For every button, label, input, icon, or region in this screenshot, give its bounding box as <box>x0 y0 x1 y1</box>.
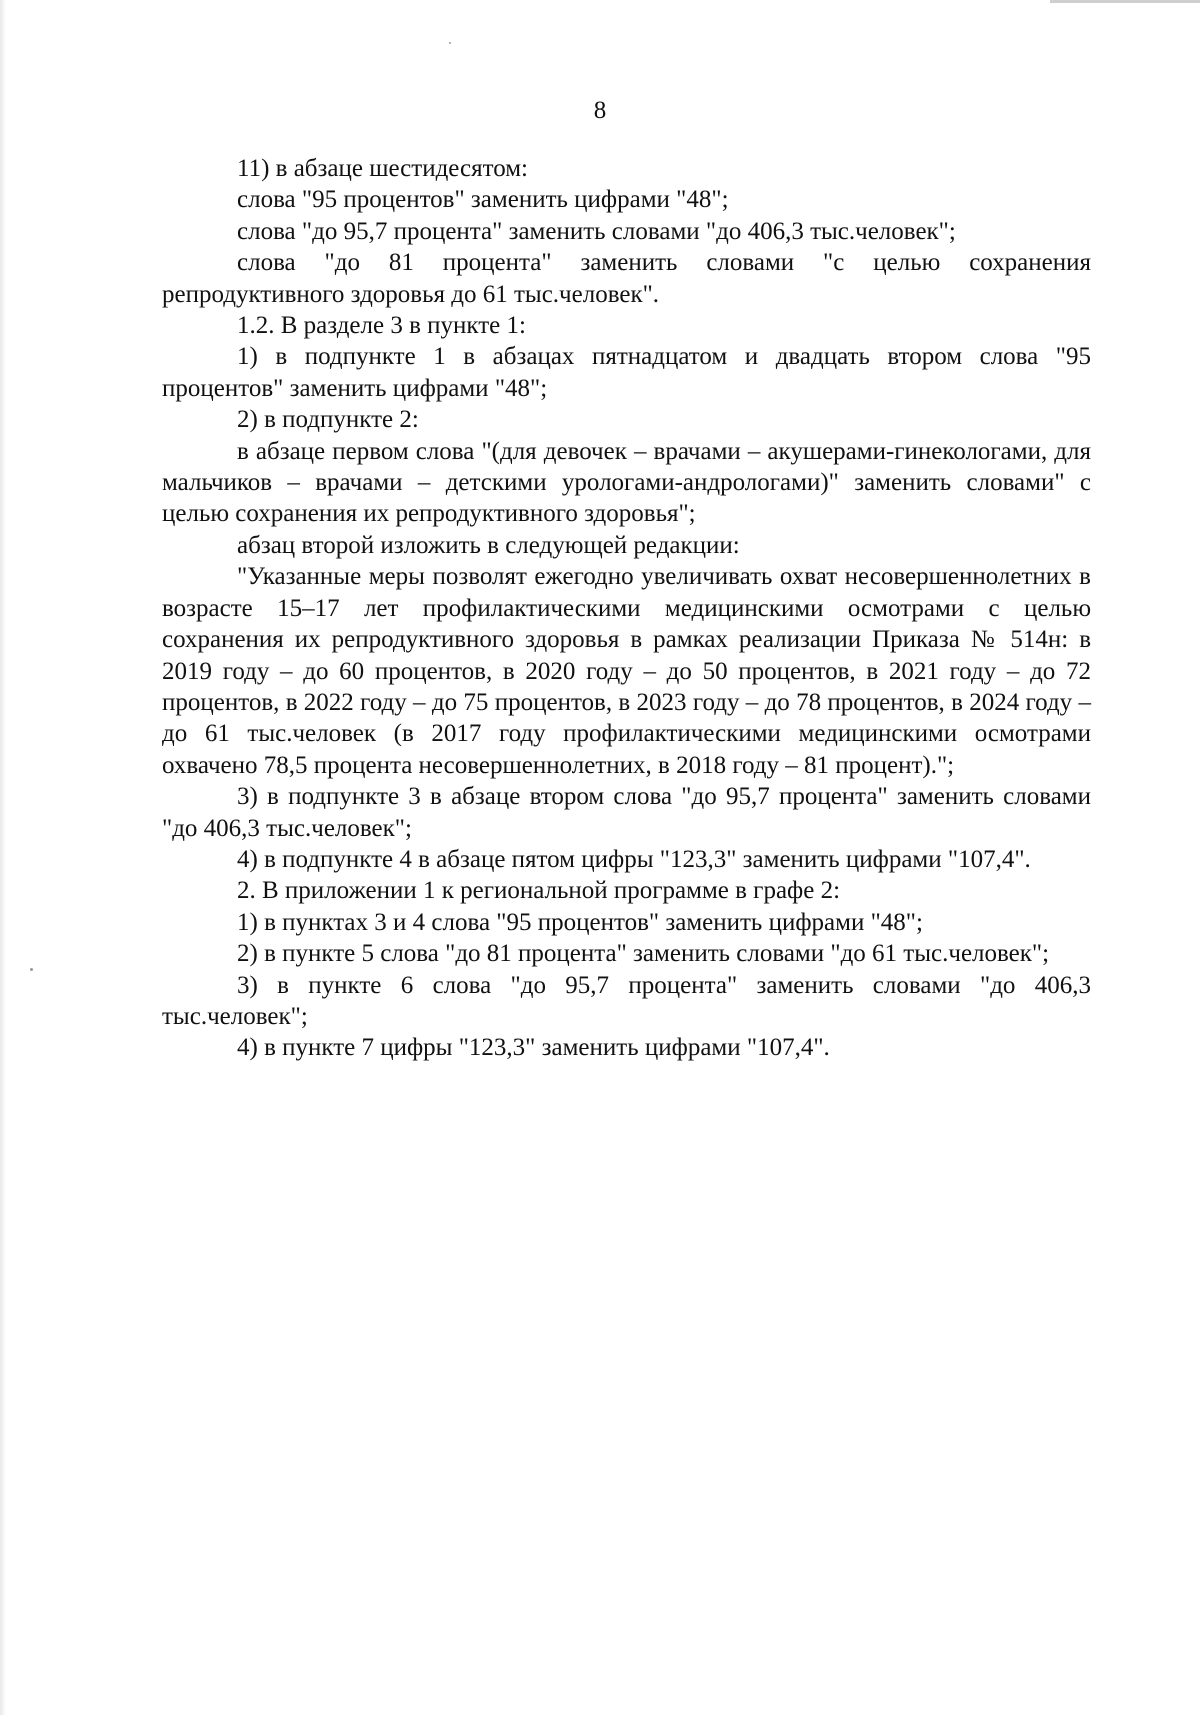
page-number: 8 <box>593 97 607 124</box>
paragraph: 4) в пункте 7 цифры "123,3" заменить цифрами "107,4". <box>237 1034 830 1062</box>
paragraph: 4) в подпункте 4 в абзаце пятом цифры "123,3" заменить цифрами "107,4". <box>237 845 1031 873</box>
paragraph: 11) в абзаце шестидесятом: <box>237 155 529 182</box>
paragraph: 2. В приложении 1 к региональной программе в графе 2: <box>237 877 841 905</box>
paragraph: слова "95 процентов" заменить цифрами "48"; <box>237 186 729 214</box>
paragraph: 3) в подпункте 3 в абзаце втором слова "до 95,7 процента" заменить словами "до 406,3 тыс.человек"; <box>162 783 1091 842</box>
paragraph: 2) в пункте 5 слова "до 81 процента" заменить словами "до 61 тыс.человек"; <box>237 940 1050 968</box>
paragraph: слова "до 81 процента" заменить словами "с целью сохранения репродуктивного здоровья до 61 тыс.человек". <box>162 249 1091 308</box>
scan-speck <box>449 42 451 44</box>
document-body <box>162 153 1091 1064</box>
paragraph: 1.2. В разделе 3 в пункте 1: <box>237 312 526 340</box>
paragraph: 3) в пункте 6 слова "до 95,7 процента" заменить словами "до 406,3 тыс.человек"; <box>162 971 1091 1030</box>
scan-edge-shadow <box>0 0 6 1715</box>
scan-top-mark <box>1050 0 1200 3</box>
paragraph: 2) в подпункте 2: <box>237 406 419 434</box>
paragraph: в абзаце первом слова "(для девочек – врачами – акушерами-гинекологами, для мальчиков – врачами – детскими урологами-андрологами)" заменить словами" с целью сохранения их репродуктивного здоровья"; <box>162 437 1091 528</box>
paragraph: "Указанные меры позволят ежегодно увеличивать охват несовершеннолетних в возрасте 15–17 лет профилактическими медицинскими осмотрами с целью сохранения их репродуктивного здоровья в рамках реализации Приказа № 514н: в 2019 году – до 60 процентов, в 2020 году – до 50 процентов, в 2021 году – до 72 процентов, в 2022 году – до 75 процентов, в 2023 году – до 78 процентов, в 2024 году – до 61 тыс.человек (в 2017 году профилактическими медицинскими осмотрами охвачено 78,5 процента несовершеннолетних, в 2018 году – 81 процент)."; <box>162 563 1091 779</box>
scan-speck <box>30 968 33 971</box>
paragraph: абзац второй изложить в следующей редакции: <box>237 531 740 559</box>
paragraph: 1) в пунктах 3 и 4 слова "95 процентов" заменить цифрами "48"; <box>237 908 923 936</box>
paragraph: слова "до 95,7 процента" заменить словами "до 406,3 тыс.человек"; <box>237 217 956 245</box>
paragraph: 1) в подпункте 1 в абзацах пятнадцатом и двадцать втором слова "95 процентов" заменить цифрами "48"; <box>162 343 1091 402</box>
